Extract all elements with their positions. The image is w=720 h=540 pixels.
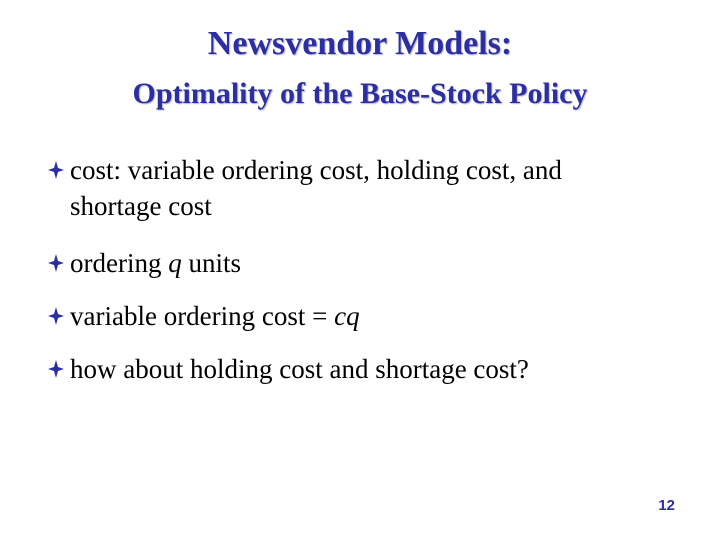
- page-number: 12: [658, 497, 675, 514]
- bullet-text: how about holding cost and shortage cost?: [70, 354, 529, 384]
- bullet-text: [70, 297, 670, 335]
- variable-cq: cq: [334, 301, 360, 331]
- bullet-text-suffix: units: [181, 248, 241, 278]
- slide-subtitle: Optimality of the Base-Stock Policy: [132, 77, 588, 110]
- four-pointed-star-icon: [48, 360, 64, 378]
- four-pointed-star-icon: [48, 307, 64, 325]
- bullet-text: cost: variable ordering cost, holding cost, and: [70, 155, 562, 185]
- bullet-text: [70, 244, 670, 282]
- bullet-text-prefix: ordering: [70, 248, 169, 278]
- variable-q: q: [168, 248, 182, 278]
- bullet-text-continuation: shortage cost: [70, 191, 212, 221]
- four-pointed-star-icon: [48, 161, 64, 179]
- bullet-text-prefix: variable ordering cost =: [70, 301, 335, 331]
- four-pointed-star-icon: [48, 254, 64, 272]
- slide-title: Newsvendor Models:: [207, 25, 513, 62]
